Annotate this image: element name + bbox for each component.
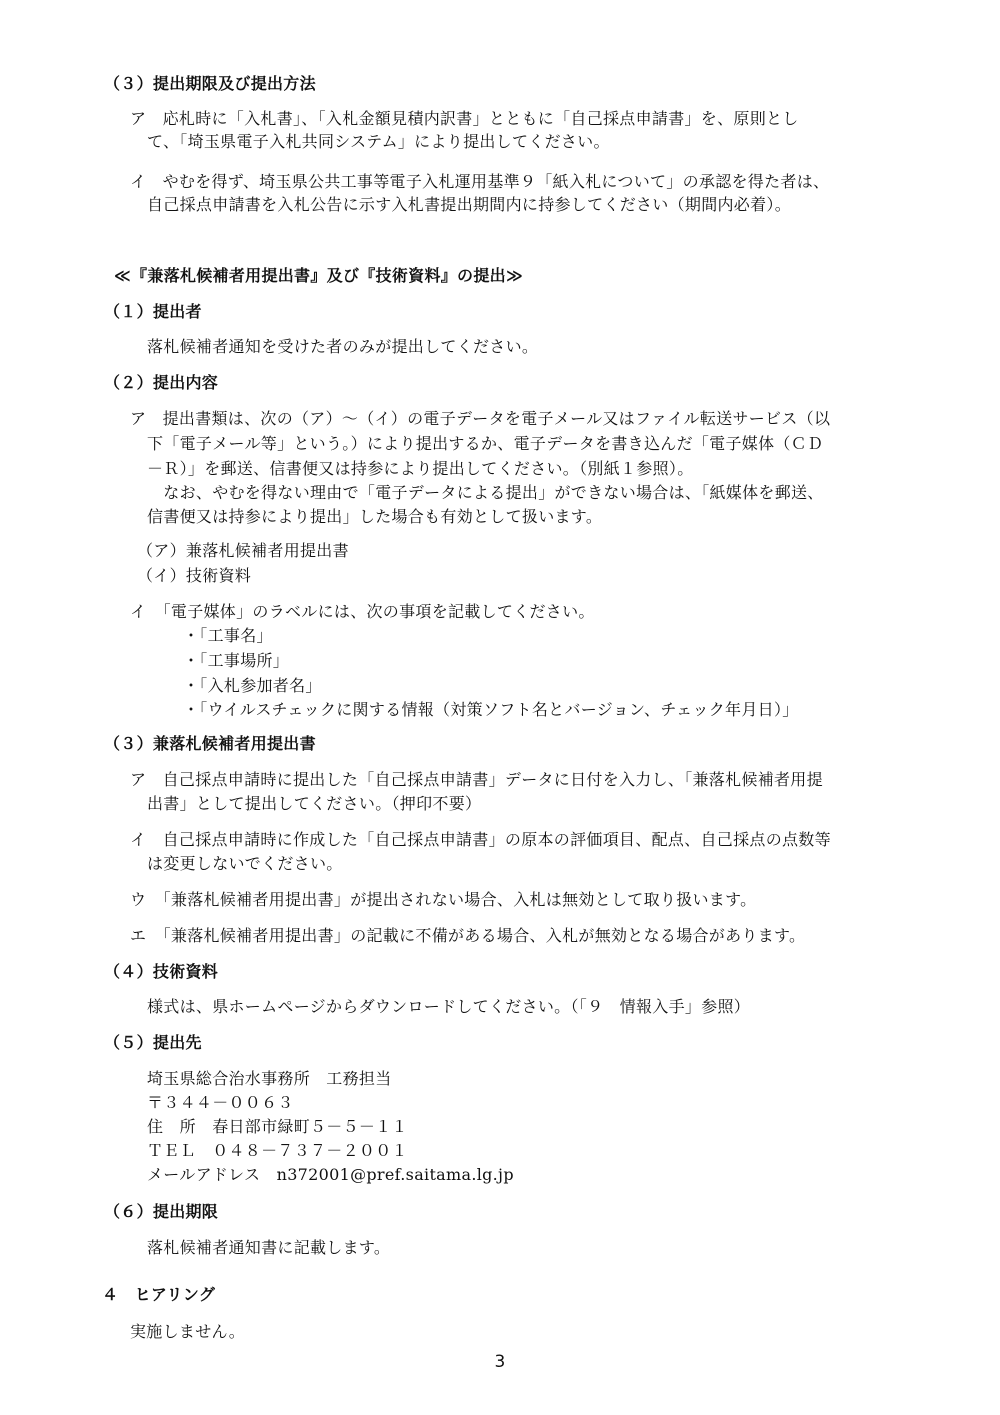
phone-number: ＴＥＬ ０４８－７３７－２００１ [147, 1141, 408, 1160]
list-item: （ア）兼落札候補者用提出書 [137, 541, 349, 560]
paragraph-line: 落札候補者通知を受けた者のみが提出してください。 [147, 337, 539, 356]
section-heading-hearing: ４ ヒアリング [102, 1285, 216, 1304]
paragraph-line: 実施しません。 [130, 1322, 246, 1341]
paragraph-line: 出書」として提出してください。（押印不要） [147, 794, 482, 813]
section-heading-deadline: （６）提出期限 [104, 1202, 219, 1221]
paragraph-line: 信書便又は持参により提出」した場合も有効として扱います。 [147, 507, 603, 526]
paragraph-line: て、「埼玉県電子入札共同システム」により提出してください。 [147, 132, 610, 151]
postal-code: 〒３４４－００６３ [147, 1093, 294, 1112]
paragraph-line: ア 応札時に「入札書」、「入札金額見積内訳書」とともに「自己採点申請書」を、原則とし [130, 109, 799, 128]
paragraph-line: イ やむを得ず、埼玉県公共工事等電子入札運用基準９「紙入札について」の承認を得た者は、 [130, 172, 830, 191]
section-heading-technical-docs: （４）技術資料 [104, 962, 219, 981]
bullet-item: ・「工事名」 [183, 626, 273, 645]
paragraph-line: 落札候補者通知書に記載します。 [147, 1238, 391, 1257]
bullet-item: ・「ウイルスチェックに関する情報（対策ソフト名とバージョン、チェック年月日）」 [183, 700, 799, 719]
paragraph-line: －Ｒ）」を郵送、信書便又は持参により提出してください。（別紙１参照）。 [147, 459, 694, 478]
bullet-item: ・「工事場所」 [183, 651, 290, 670]
paragraph-line: は変更しないでください。 [147, 854, 343, 873]
paragraph-line: イ 「電子媒体」のラベルには、次の事項を記載してください。 [130, 602, 595, 621]
section-heading-submitter: （１）提出者 [104, 302, 202, 321]
email-address: メールアドレス n372001@pref.saitama.lg.jp [147, 1165, 514, 1184]
section-heading-destination: （５）提出先 [104, 1033, 202, 1052]
paragraph-line: イ 自己採点申請時に作成した「自己採点申請書」の原本の評価項目、配点、自己採点の点数等 [130, 830, 831, 849]
paragraph-line: ア 自己採点申請時に提出した「自己採点申請書」データに日付を入力し、「兼落札候補者用提 [130, 770, 823, 789]
address: 住 所 春日部市緑町５－５－１１ [147, 1117, 408, 1136]
paragraph-line: ウ 「兼落札候補者用提出書」が提出されない場合、入札は無効として取り扱います。 [130, 890, 757, 909]
page-number: 3 [494, 1352, 506, 1372]
office-name: 埼玉県総合治水事務所 工務担当 [147, 1069, 392, 1088]
paragraph-line: エ 「兼落札候補者用提出書」の記載に不備がある場合、入札が無効となる場合があります。 [130, 926, 806, 945]
section-title: ≪『兼落札候補者用提出書』及び『技術資料』の提出≫ [114, 266, 524, 285]
section-heading-contents: （２）提出内容 [104, 373, 219, 392]
section-heading-candidate-form: （３）兼落札候補者用提出書 [104, 734, 316, 753]
paragraph-line: 下「電子メール等」という。）により提出するか、電子データを書き込んだ「電子媒体（ＣＤ [147, 434, 824, 453]
section-heading-deadline-method: （３）提出期限及び提出方法 [104, 74, 316, 93]
paragraph-line: ア 提出書類は、次の（ア）～（イ）の電子データを電子メール又はファイル転送サービス（以 [130, 409, 831, 428]
paragraph-line: なお、やむを得ない理由で「電子データによる提出」ができない場合は、「紙媒体を郵送、 [147, 483, 824, 502]
list-item: （イ）技術資料 [137, 566, 252, 585]
bullet-item: ・「入札参加者名」 [183, 676, 322, 695]
paragraph-line: 様式は、県ホームページからダウンロードしてください。（「９ 情報入手」参照） [147, 997, 751, 1016]
paragraph-line: 自己採点申請書を入札公告に示す入札書提出期間内に持参してください（期間内必着）。 [147, 195, 792, 214]
